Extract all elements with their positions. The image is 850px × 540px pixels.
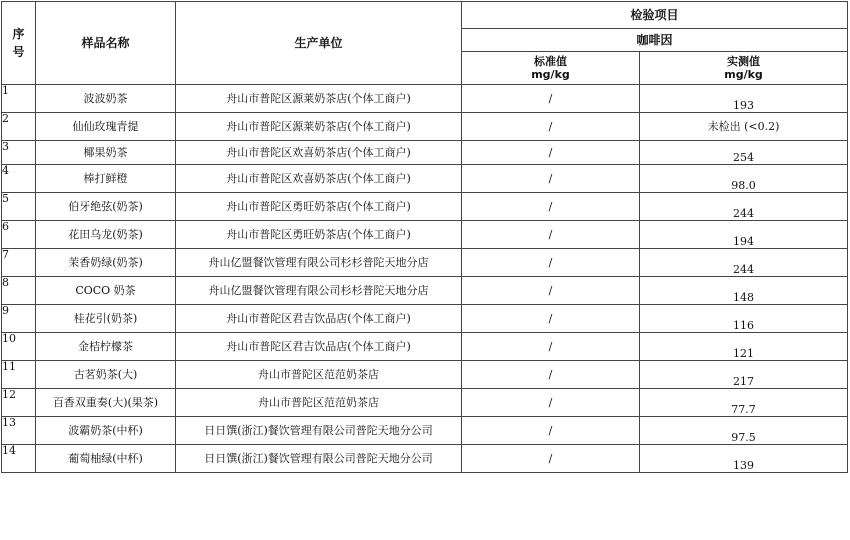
measured-value: 244	[640, 193, 848, 221]
measured-value: 77.7	[640, 389, 848, 417]
standard-value: /	[462, 333, 640, 361]
table-row	[2, 445, 848, 473]
row-number: 14	[2, 445, 36, 473]
standard-value: /	[462, 221, 640, 249]
table-row	[2, 277, 848, 305]
test-items-header: 检验项目	[462, 2, 848, 29]
sample-name: 波波奶茶	[36, 85, 176, 113]
measured-value: 121	[640, 333, 848, 361]
sample-name: 花田乌龙(奶茶)	[36, 221, 176, 249]
sample-name: 古茗奶茶(大)	[36, 361, 176, 389]
producer: 舟山市普陀区勇旺奶茶店(个体工商户)	[176, 193, 462, 221]
measured-value: 217	[640, 361, 848, 389]
producer: 舟山市普陀区源莱奶茶店(个体工商户)	[176, 113, 462, 141]
table-row	[2, 389, 848, 417]
producer: 舟山市普陀区源莱奶茶店(个体工商户)	[176, 85, 462, 113]
row-number: 7	[2, 249, 36, 277]
row-number: 8	[2, 277, 36, 305]
measured-value: 254	[640, 141, 848, 165]
producer: 舟山市普陀区君吉饮品店(个体工商户)	[176, 333, 462, 361]
measured-value: 148	[640, 277, 848, 305]
row-number: 1	[2, 85, 36, 113]
standard-value: /	[462, 193, 640, 221]
producer: 日日馔(浙江)餐饮管理有限公司普陀天地分公司	[176, 417, 462, 445]
table-row	[2, 165, 848, 193]
measured-value-header	[640, 52, 848, 85]
sample-name: 椰果奶茶	[36, 141, 176, 165]
standard-value: /	[462, 141, 640, 165]
sample-name: 金桔柠檬茶	[36, 333, 176, 361]
producer: 舟山市普陀区范范奶茶店	[176, 389, 462, 417]
table-row	[2, 113, 848, 141]
producer: 舟山市普陀区欢喜奶茶店(个体工商户)	[176, 141, 462, 165]
standard-value-header	[462, 52, 640, 85]
sample-name: 波霸奶茶(中杯)	[36, 417, 176, 445]
standard-value: /	[462, 165, 640, 193]
measured-value: 98.0	[640, 165, 848, 193]
standard-value: /	[462, 445, 640, 473]
row-number: 10	[2, 333, 36, 361]
measured-value: 未检出 (<0.2)	[640, 113, 848, 141]
row-number: 9	[2, 305, 36, 333]
standard-value: /	[462, 417, 640, 445]
table-row	[2, 333, 848, 361]
standard-value: /	[462, 113, 640, 141]
table-row	[2, 221, 848, 249]
sample-name: 葡萄柚绿(中杯)	[36, 445, 176, 473]
header-row-1	[2, 2, 848, 29]
inspection-results-table	[1, 1, 848, 473]
producer: 舟山亿盟餐饮管理有限公司杉杉普陀天地分店	[176, 249, 462, 277]
sample-name: COCO 奶茶	[36, 277, 176, 305]
measured-value: 193	[640, 85, 848, 113]
standard-value: /	[462, 305, 640, 333]
standard-value: /	[462, 361, 640, 389]
row-number: 3	[2, 141, 36, 165]
producer: 舟山市普陀区君吉饮品店(个体工商户)	[176, 305, 462, 333]
standard-value: /	[462, 277, 640, 305]
table-row	[2, 85, 848, 113]
table-row	[2, 417, 848, 445]
measured-value: 116	[640, 305, 848, 333]
standard-value: /	[462, 389, 640, 417]
seq-header	[2, 2, 36, 85]
measured-value-unit: mg/kg	[724, 68, 763, 81]
seq-header-label: 序号	[12, 27, 25, 59]
measured-value: 244	[640, 249, 848, 277]
producer-header: 生产单位	[176, 2, 462, 85]
table-row	[2, 361, 848, 389]
measured-value: 139	[640, 445, 848, 473]
table-row	[2, 249, 848, 277]
sample-name: 伯牙绝弦(奶茶)	[36, 193, 176, 221]
row-number: 2	[2, 113, 36, 141]
standard-value: /	[462, 85, 640, 113]
table-row	[2, 193, 848, 221]
standard-value-label: 标准值	[534, 55, 567, 68]
row-number: 11	[2, 361, 36, 389]
measured-value: 194	[640, 221, 848, 249]
measured-value-label: 实测值	[727, 55, 760, 68]
caffeine-header: 咖啡因	[462, 29, 848, 52]
row-number: 6	[2, 221, 36, 249]
table-row	[2, 141, 848, 165]
standard-value: /	[462, 249, 640, 277]
sample-name-header: 样品名称	[36, 2, 176, 85]
sample-name: 茉香奶绿(奶茶)	[36, 249, 176, 277]
producer: 舟山市普陀区欢喜奶茶店(个体工商户)	[176, 165, 462, 193]
row-number: 12	[2, 389, 36, 417]
sample-name: 仙仙玫瑰青提	[36, 113, 176, 141]
sample-name: 棒打鲜橙	[36, 165, 176, 193]
producer: 日日馔(浙江)餐饮管理有限公司普陀天地分公司	[176, 445, 462, 473]
sample-name: 桂花引(奶茶)	[36, 305, 176, 333]
producer: 舟山市普陀区勇旺奶茶店(个体工商户)	[176, 221, 462, 249]
producer: 舟山亿盟餐饮管理有限公司杉杉普陀天地分店	[176, 277, 462, 305]
sample-name: 百香双重奏(大)(果茶)	[36, 389, 176, 417]
standard-value-unit: mg/kg	[531, 68, 570, 81]
measured-value: 97.5	[640, 417, 848, 445]
producer: 舟山市普陀区范范奶茶店	[176, 361, 462, 389]
table-row	[2, 305, 848, 333]
row-number: 5	[2, 193, 36, 221]
row-number: 4	[2, 165, 36, 193]
row-number: 13	[2, 417, 36, 445]
